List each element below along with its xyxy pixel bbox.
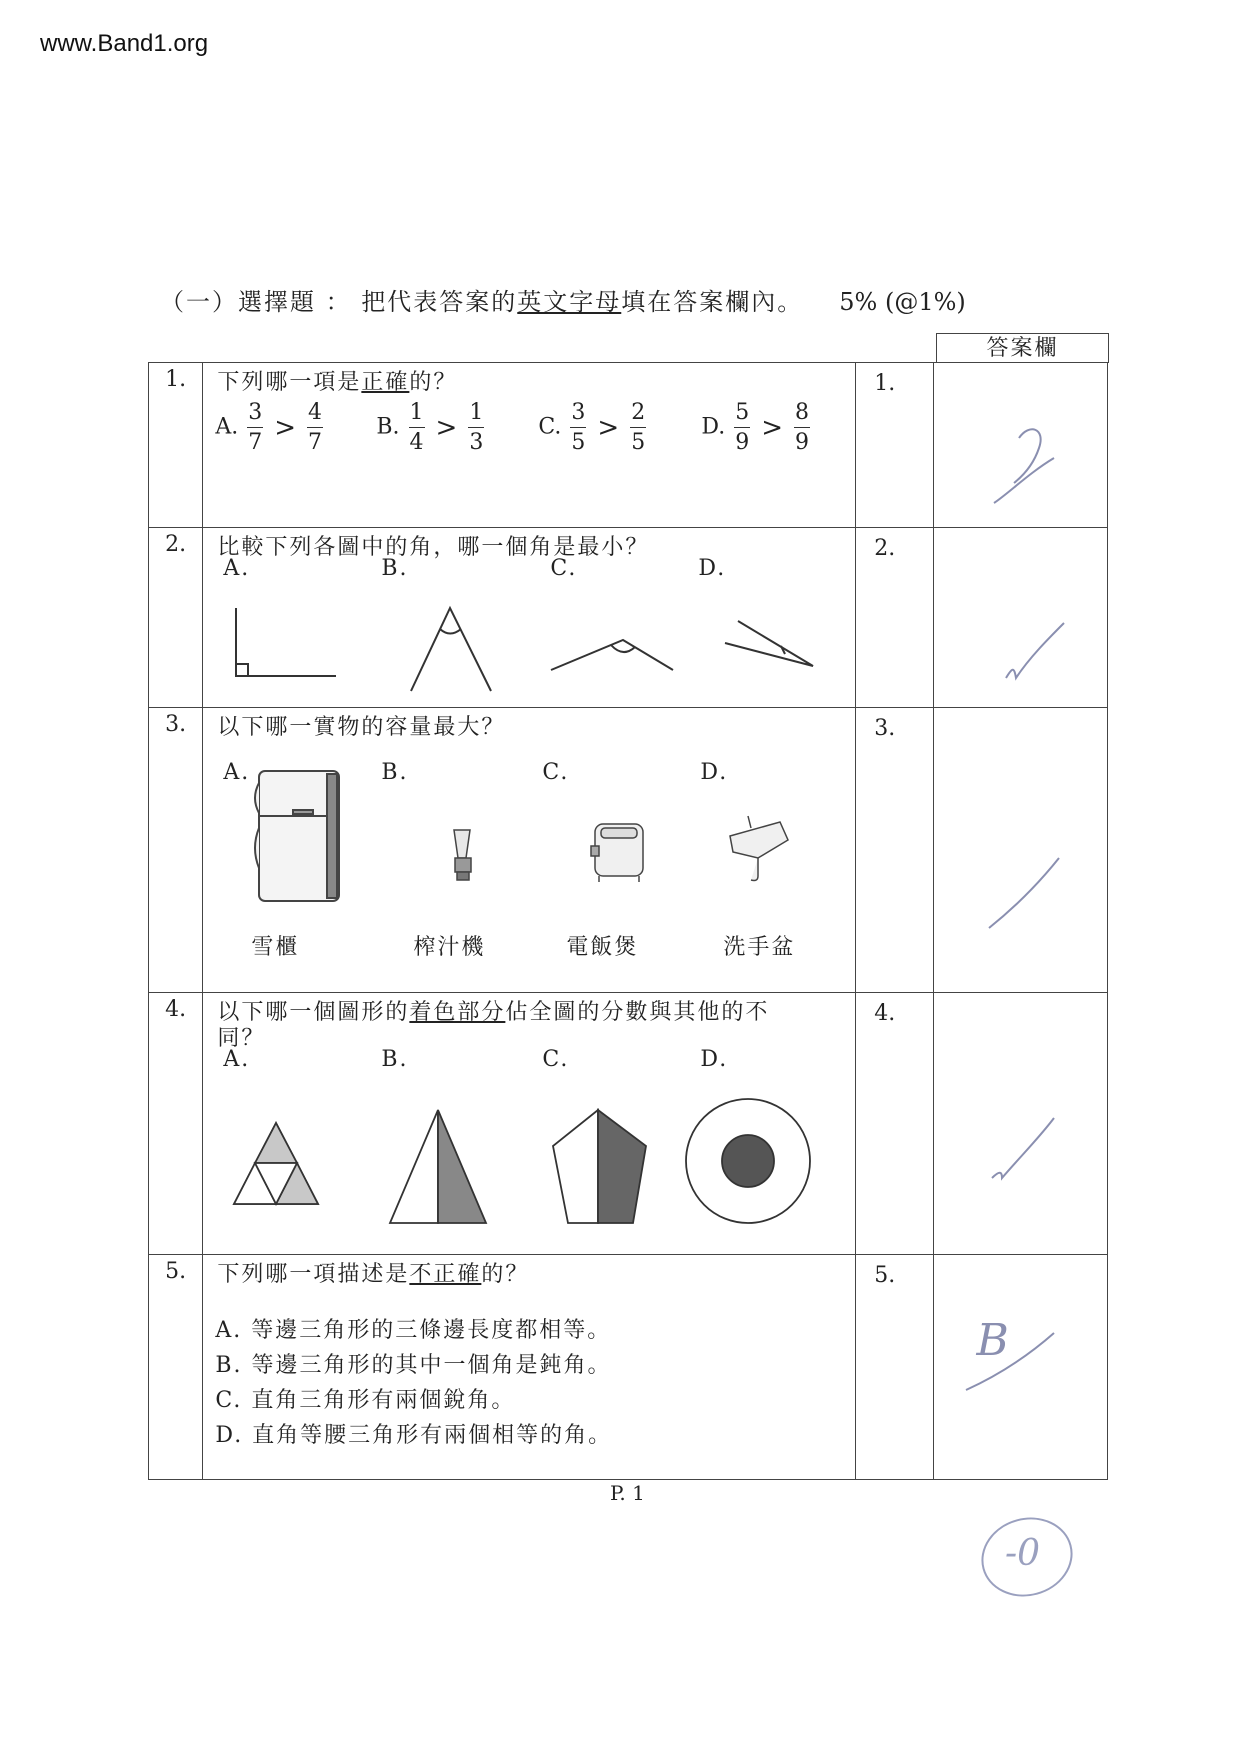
option-letter: A. xyxy=(215,414,239,440)
item-label-blender: 榨汁機 xyxy=(413,935,486,960)
question-table xyxy=(148,362,1108,1480)
question-number: 4. xyxy=(149,993,203,1255)
item-label-fridge: 雪櫃 xyxy=(251,935,300,960)
answer-cell[interactable] xyxy=(934,708,1108,993)
option-letter: B. xyxy=(381,556,409,581)
question-text-underlined: 不正確 xyxy=(409,1262,482,1287)
handwritten-answer: B xyxy=(976,1315,1009,1366)
option-b xyxy=(376,401,486,454)
answer-column-header: 答案欄 xyxy=(936,333,1109,363)
circle-d-figure xyxy=(686,1099,810,1223)
obtuse-angle-figure xyxy=(551,640,673,670)
question-text-pre: 下列哪一項是 xyxy=(217,370,362,395)
statement-b: B. 等邊三角形的其中一個角是鈍角。 xyxy=(215,1353,612,1378)
question-text-underlined: 正確 xyxy=(361,370,410,395)
option-letter: B. xyxy=(381,1047,409,1072)
handwritten-mark xyxy=(934,708,1110,993)
option-a xyxy=(215,401,325,454)
option-letter: D. xyxy=(700,1047,729,1072)
question-text xyxy=(217,1257,529,1288)
question-text xyxy=(217,365,457,396)
blender-icon xyxy=(454,830,471,880)
question-row xyxy=(149,993,1108,1255)
option-letter: D. xyxy=(701,414,726,440)
question-text-pre: 下列哪一項描述是 xyxy=(217,1262,410,1287)
answer-number: 2. xyxy=(856,528,934,708)
item-label-sink: 洗手盆 xyxy=(723,935,796,960)
fraction: $\frac{8}{9}$ xyxy=(795,400,809,456)
question-body xyxy=(203,708,856,993)
statement-a: A. 等邊三角形的三條邊長度都相等。 xyxy=(215,1318,612,1343)
greater-than-sign: > xyxy=(274,412,297,443)
greater-than-sign: > xyxy=(761,412,783,443)
fraction: $\frac{1}{3}$ xyxy=(469,400,484,456)
fraction: $\frac{1}{4}$ xyxy=(409,400,424,456)
triangle-b-figure xyxy=(390,1110,486,1223)
question-text-post: 的？ xyxy=(409,370,458,395)
statement-c: C. 直角三角形有兩個銳角。 xyxy=(215,1388,516,1413)
angle-figures xyxy=(203,528,868,708)
question-text-post: 佔全圖的分數與其他的不 xyxy=(505,1000,770,1025)
section-score: 5% (@1%) xyxy=(839,288,966,316)
question-body xyxy=(203,528,856,708)
site-url: www.Band1.org xyxy=(40,30,209,57)
question-text: 以下哪一實物的容量最大？ xyxy=(217,715,506,740)
fraction: $\frac{5}{9}$ xyxy=(735,400,750,456)
question-text-underlined: 着色部分 xyxy=(409,1000,506,1025)
option-letter: C. xyxy=(542,1047,570,1072)
fraction: $\frac{3}{7}$ xyxy=(248,400,263,456)
handwritten-mark xyxy=(934,1255,1110,1480)
question-number: 1. xyxy=(149,363,203,528)
option-letter: A. xyxy=(223,556,251,581)
pentagon-c-figure xyxy=(553,1110,646,1223)
answer-number: 4. xyxy=(856,993,934,1255)
option-letter: B. xyxy=(381,760,409,785)
answer-cell[interactable] xyxy=(934,993,1108,1255)
answer-cell[interactable] xyxy=(934,363,1108,528)
small-angle-figure xyxy=(725,621,813,666)
right-angle-figure xyxy=(236,608,336,676)
question-text-line2: 同？ xyxy=(217,1026,266,1051)
question-row xyxy=(149,363,1108,528)
question-text: 比較下列各圖中的角，哪一個角是最小？ xyxy=(217,535,650,560)
page-number: P. 1 xyxy=(610,1481,645,1505)
option-letter: D. xyxy=(698,556,727,581)
acute-angle-figure xyxy=(411,608,491,691)
section-heading xyxy=(160,282,966,317)
sink-icon xyxy=(730,816,788,881)
fraction: $\frac{4}{7}$ xyxy=(308,400,323,456)
option-letter: C. xyxy=(550,556,578,581)
question-number: 2. xyxy=(149,528,203,708)
option-d xyxy=(701,401,812,454)
question-row xyxy=(149,528,1108,708)
fraction: $\frac{2}{5}$ xyxy=(631,400,646,456)
option-letter: C. xyxy=(538,414,562,440)
handwritten-mark xyxy=(934,363,1110,528)
fraction: $\frac{3}{5}$ xyxy=(571,400,586,456)
answer-cell[interactable] xyxy=(934,528,1108,708)
fridge-icon xyxy=(255,771,339,901)
option-letter: C. xyxy=(542,760,570,785)
question-body xyxy=(203,993,856,1255)
section-suffix: 填在答案欄內。 xyxy=(621,288,804,316)
option-c xyxy=(538,401,648,454)
answer-number: 1. xyxy=(856,363,934,528)
rice-cooker-icon xyxy=(591,824,643,882)
answer-cell[interactable] xyxy=(934,1255,1108,1480)
greater-than-sign: > xyxy=(435,412,458,443)
handwritten-mark xyxy=(934,993,1110,1255)
option-letter: A. xyxy=(223,760,251,785)
section-underlined: 英文字母 xyxy=(517,288,622,316)
triangle-a-figure xyxy=(234,1123,318,1204)
shaded-shapes xyxy=(203,993,868,1255)
statement-d: D. 直角等腰三角形有兩個相等的角。 xyxy=(215,1423,613,1448)
question-row xyxy=(149,708,1108,993)
question-number: 5. xyxy=(149,1255,203,1480)
question-body xyxy=(203,363,856,528)
greater-than-sign: > xyxy=(597,412,620,443)
question-text-post: 的？ xyxy=(481,1262,530,1287)
option-letter: A. xyxy=(223,1047,251,1072)
question-row xyxy=(149,1255,1108,1480)
option-letter: D. xyxy=(700,760,729,785)
answer-number: 3. xyxy=(856,708,934,993)
score-mark-text: -0 xyxy=(1005,1533,1041,1574)
question-number: 3. xyxy=(149,708,203,993)
question-text-pre: 以下哪一個圖形的 xyxy=(217,1000,410,1025)
option-letter: B. xyxy=(376,414,400,440)
question-body xyxy=(203,1255,856,1480)
section-prefix: （一）選擇題 ： 把代表答案的 xyxy=(160,288,518,316)
answer-number: 5. xyxy=(856,1255,934,1480)
handwritten-mark xyxy=(934,528,1110,708)
item-label-rice-cooker: 電飯煲 xyxy=(566,935,639,960)
